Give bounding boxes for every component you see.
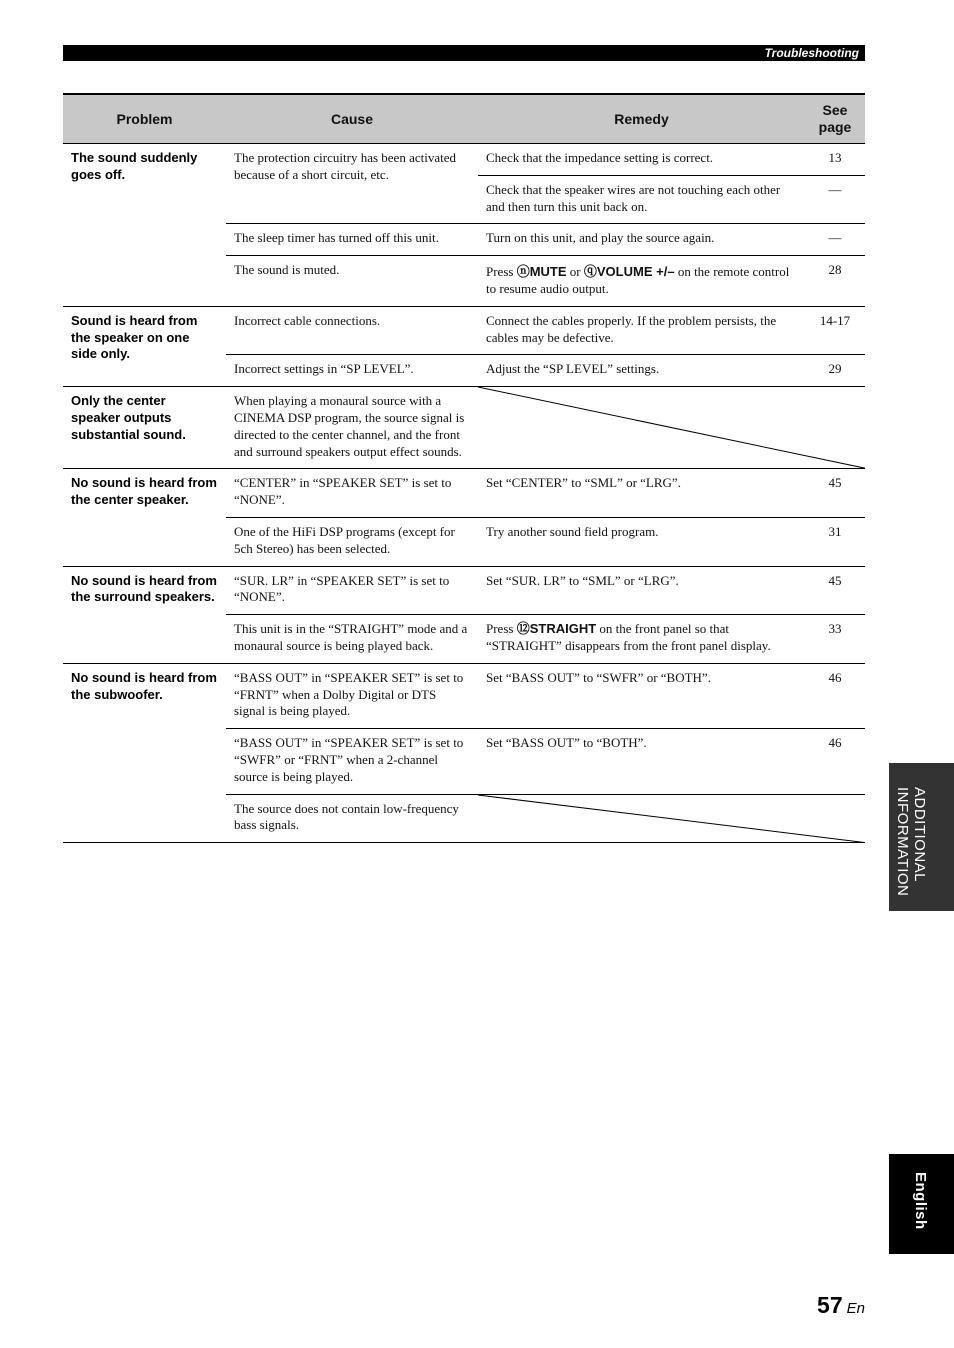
page-ref-cell: 31	[805, 517, 865, 566]
remedy-text: on the remote control to resume audio output.	[486, 264, 790, 296]
cause-cell: This unit is in the “STRAIGHT” mode and a monaural source is being played back.	[226, 615, 478, 664]
cause-cell: One of the HiFi DSP programs (except for 5ch Stereo) has been selected.	[226, 517, 478, 566]
remedy-cell: Check that the impedance setting is correct.	[478, 144, 805, 176]
col-header-cause: Cause	[226, 94, 478, 144]
table-row	[63, 663, 865, 728]
problem-cell: No sound is heard from the subwoofer.	[63, 663, 226, 842]
table-row	[63, 469, 865, 518]
section-title: Troubleshooting	[764, 46, 859, 60]
cause-cell: Incorrect cable connections.	[226, 306, 478, 355]
cause-cell: Incorrect settings in “SP LEVEL”.	[226, 355, 478, 387]
page-ref-cell: 45	[805, 469, 865, 518]
table-row	[63, 387, 865, 469]
remedy-cell: Set “BASS OUT” to “BOTH”.	[478, 729, 805, 794]
remedy-cell	[478, 615, 805, 664]
remedy-cell: Set “CENTER” to “SML” or “LRG”.	[478, 469, 805, 518]
problem-cell: Only the center speaker outputs substantial sound.	[63, 387, 226, 469]
page-ref-cell: —	[805, 224, 865, 256]
cause-cell: The sound is muted.	[226, 256, 478, 307]
table-row	[63, 566, 865, 615]
remedy-cell: Try another sound field program.	[478, 517, 805, 566]
volume-button-label: ⓠVOLUME +/–	[583, 264, 675, 280]
troubleshooting-table	[63, 93, 865, 843]
remedy-text: or	[566, 264, 584, 280]
remedy-text: Press	[486, 264, 517, 280]
table-row	[63, 144, 865, 176]
page-language-code: En	[846, 1300, 865, 1317]
col-header-see-page: See page	[805, 94, 865, 144]
cause-cell: “SUR. LR” in “SPEAKER SET” is set to “NONE”.	[226, 566, 478, 615]
page-ref-cell: 13	[805, 144, 865, 176]
not-applicable-cell	[478, 387, 865, 469]
remedy-text: on the front panel so that “STRAIGHT” disappears from the front panel display.	[486, 621, 771, 653]
page-ref-cell: 28	[805, 256, 865, 307]
mute-button-label: ⓝMUTE	[516, 264, 567, 280]
remedy-cell: Adjust the “SP LEVEL” settings.	[478, 355, 805, 387]
page-number-value: 57	[817, 1292, 843, 1318]
page-number	[817, 1292, 865, 1319]
diagonal-strike	[478, 387, 865, 468]
cause-cell: “BASS OUT” in “SPEAKER SET” is set to “SWFR” or “FRNT” when a 2-channel source is being played.	[226, 729, 478, 794]
table-header-row	[63, 94, 865, 144]
page-ref-cell: —	[805, 175, 865, 224]
page-ref-cell: 46	[805, 663, 865, 728]
cause-cell: When playing a monaural source with a CINEMA DSP program, the source signal is directed to the center channel, and the front and surround speakers output effect sounds.	[226, 387, 478, 469]
language-tab-label: English	[912, 1172, 929, 1230]
cause-cell: The protection circuitry has been activated because of a short circuit, etc.	[226, 144, 478, 224]
remedy-cell	[478, 256, 805, 307]
col-header-remedy: Remedy	[478, 94, 805, 144]
section-tab-line-2: INFORMATION	[894, 787, 911, 897]
page-ref-cell: 29	[805, 355, 865, 387]
page-ref-cell: 33	[805, 615, 865, 664]
section-tab-additional-information	[889, 763, 954, 911]
remedy-cell: Set “SUR. LR” to “SML” or “LRG”.	[478, 566, 805, 615]
page-ref-cell: 45	[805, 566, 865, 615]
page-ref-cell: 14-17	[805, 306, 865, 355]
section-tab-label	[894, 787, 928, 896]
problem-cell: No sound is heard from the center speaker.	[63, 469, 226, 566]
remedy-cell: Connect the cables properly. If the problem persists, the cables may be defective.	[478, 306, 805, 355]
table-row	[63, 306, 865, 355]
remedy-text: Press	[486, 621, 517, 637]
cause-cell: The source does not contain low-frequency bass signals.	[226, 794, 478, 843]
section-tab-line-1: ADDITIONAL	[911, 787, 928, 883]
problem-cell: No sound is heard from the surround speakers.	[63, 566, 226, 663]
cause-cell: “BASS OUT” in “SPEAKER SET” is set to “FRNT” when a Dolby Digital or DTS signal is being played.	[226, 663, 478, 728]
cause-cell: “CENTER” in “SPEAKER SET” is set to “NONE”.	[226, 469, 478, 518]
not-applicable-cell	[478, 794, 865, 843]
remedy-cell: Check that the speaker wires are not touching each other and then turn this unit back on.	[478, 175, 805, 224]
section-header-bar	[63, 45, 865, 61]
diagonal-strike	[478, 795, 865, 843]
language-tab-english	[889, 1154, 954, 1254]
remedy-cell: Set “BASS OUT” to “SWFR” or “BOTH”.	[478, 663, 805, 728]
problem-cell: Sound is heard from the speaker on one side only.	[63, 306, 226, 386]
remedy-cell: Turn on this unit, and play the source again.	[478, 224, 805, 256]
col-header-problem: Problem	[63, 94, 226, 144]
problem-cell: The sound suddenly goes off.	[63, 144, 226, 307]
straight-button-label: ⑫STRAIGHT	[516, 621, 597, 637]
page-ref-cell: 46	[805, 729, 865, 794]
cause-cell: The sleep timer has turned off this unit.	[226, 224, 478, 256]
